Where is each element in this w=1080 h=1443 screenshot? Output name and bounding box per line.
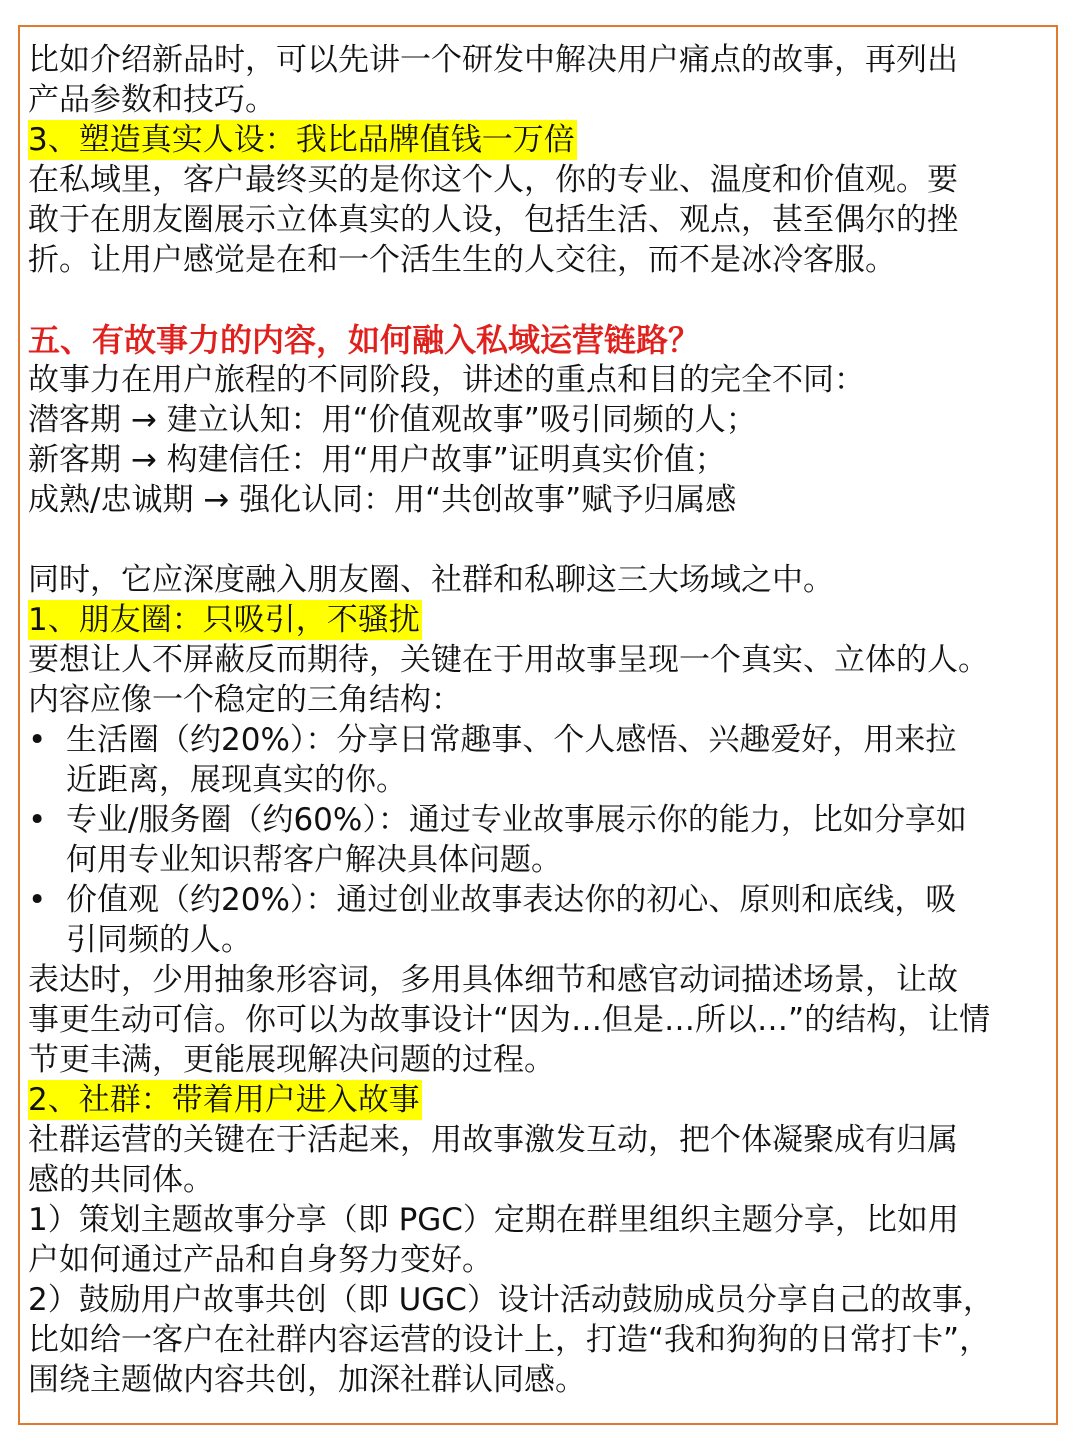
- paragraph-line: 内容应像一个稳定的三角结构：: [28, 682, 462, 718]
- paragraph-line: 2）鼓励用户故事共创（即 UGC）设计活动鼓励成员分享自己的故事，: [28, 1282, 994, 1318]
- bullet-line: 近距离，展现真实的你。: [66, 762, 407, 798]
- bullet-dot: •: [28, 882, 47, 918]
- paragraph-line: 折。让用户感觉是在和一个活生生的人交往，而不是冰冷客服。: [28, 242, 896, 278]
- paragraph-line: 在私域里，客户最终买的是你这个人，你的专业、温度和价值观。要: [28, 162, 958, 198]
- paragraph-line: 要想让人不屏蔽反而期待，关键在于用故事呈现一个真实、立体的人。: [28, 642, 989, 678]
- paragraph-line: 事更生动可信。你可以为故事设计“因为…但是…所以…”的结构，让情: [28, 1002, 991, 1038]
- bullet-dot: •: [28, 722, 47, 758]
- paragraph-line: 围绕主题做内容共创，加深社群认同感。: [28, 1362, 586, 1398]
- bullet-item: [28, 880, 1058, 960]
- paragraph-line: 同时，它应深度融入朋友圈、社群和私聊这三大场域之中。: [28, 562, 834, 598]
- paragraph-line: 户如何通过产品和自身努力变好。: [28, 1242, 493, 1278]
- bullet-line: 何用专业知识帮客户解决具体问题。: [66, 842, 562, 878]
- paragraph-line: 节更丰满，更能展现解决问题的过程。: [28, 1042, 555, 1078]
- bullet-dot: •: [28, 802, 47, 838]
- paragraph-line: 产品参数和技巧。: [28, 82, 276, 118]
- paragraph-line: 表达时，少用抽象形容词，多用具体细节和感官动词描述场景，让故: [28, 962, 958, 998]
- paragraph-line: 感的共同体。: [28, 1162, 214, 1198]
- article-body: [28, 40, 1058, 1400]
- paragraph-line: 敢于在朋友圈展示立体真实的人设，包括生活、观点，甚至偶尔的挫: [28, 202, 958, 238]
- spacer: [28, 280, 1058, 320]
- bullet-line: 价值观（约20%）：通过创业故事表达你的初心、原则和底线，吸: [66, 882, 957, 918]
- subheading-3: [28, 120, 1058, 160]
- highlighted-subheading: 1、朋友圈：只吸引，不骚扰: [28, 602, 420, 638]
- bullet-line: 引同频的人。: [66, 922, 252, 958]
- stage-line: 成熟/忠诚期 → 强化认同：用“共创故事”赋予归属感: [28, 482, 737, 518]
- stage-line: 新客期 → 构建信任：用“用户故事”证明真实价值；: [28, 442, 726, 478]
- paragraph-line: 1）策划主题故事分享（即 PGC）定期在群里组织主题分享，比如用: [28, 1202, 959, 1238]
- spacer: [28, 520, 1058, 560]
- paragraph-line: 社群运营的关键在于活起来，用故事激发互动，把个体凝聚成有归属: [28, 1122, 958, 1158]
- section-heading: 五、有故事力的内容，如何融入私域运营链路？: [28, 321, 701, 359]
- bullet-line: 专业/服务圈（约60%）：通过专业故事展示你的能力，比如分享如: [66, 802, 967, 838]
- bullet-item: [28, 720, 1058, 800]
- subheading-1: [28, 600, 1058, 640]
- highlighted-subheading: 3、塑造真实人设：我比品牌值钱一万倍: [28, 122, 575, 158]
- paragraph-line: 比如介绍新品时，可以先讲一个研发中解决用户痛点的故事，再列出: [28, 42, 958, 78]
- bullet-line: 生活圈（约20%）：分享日常趣事、个人感悟、兴趣爱好，用来拉: [66, 722, 957, 758]
- paragraph-line: 比如给一客户在社群内容运营的设计上，打造“我和狗狗的日常打卡”，: [28, 1322, 991, 1358]
- highlighted-subheading: 2、社群：带着用户进入故事: [28, 1082, 420, 1118]
- bullet-item: [28, 800, 1058, 880]
- stage-line: 潜客期 → 建立认知：用“价值观故事”吸引同频的人；: [28, 402, 757, 438]
- paragraph-line: 故事力在用户旅程的不同阶段，讲述的重点和目的完全不同：: [28, 362, 865, 398]
- subheading-2: [28, 1080, 1058, 1120]
